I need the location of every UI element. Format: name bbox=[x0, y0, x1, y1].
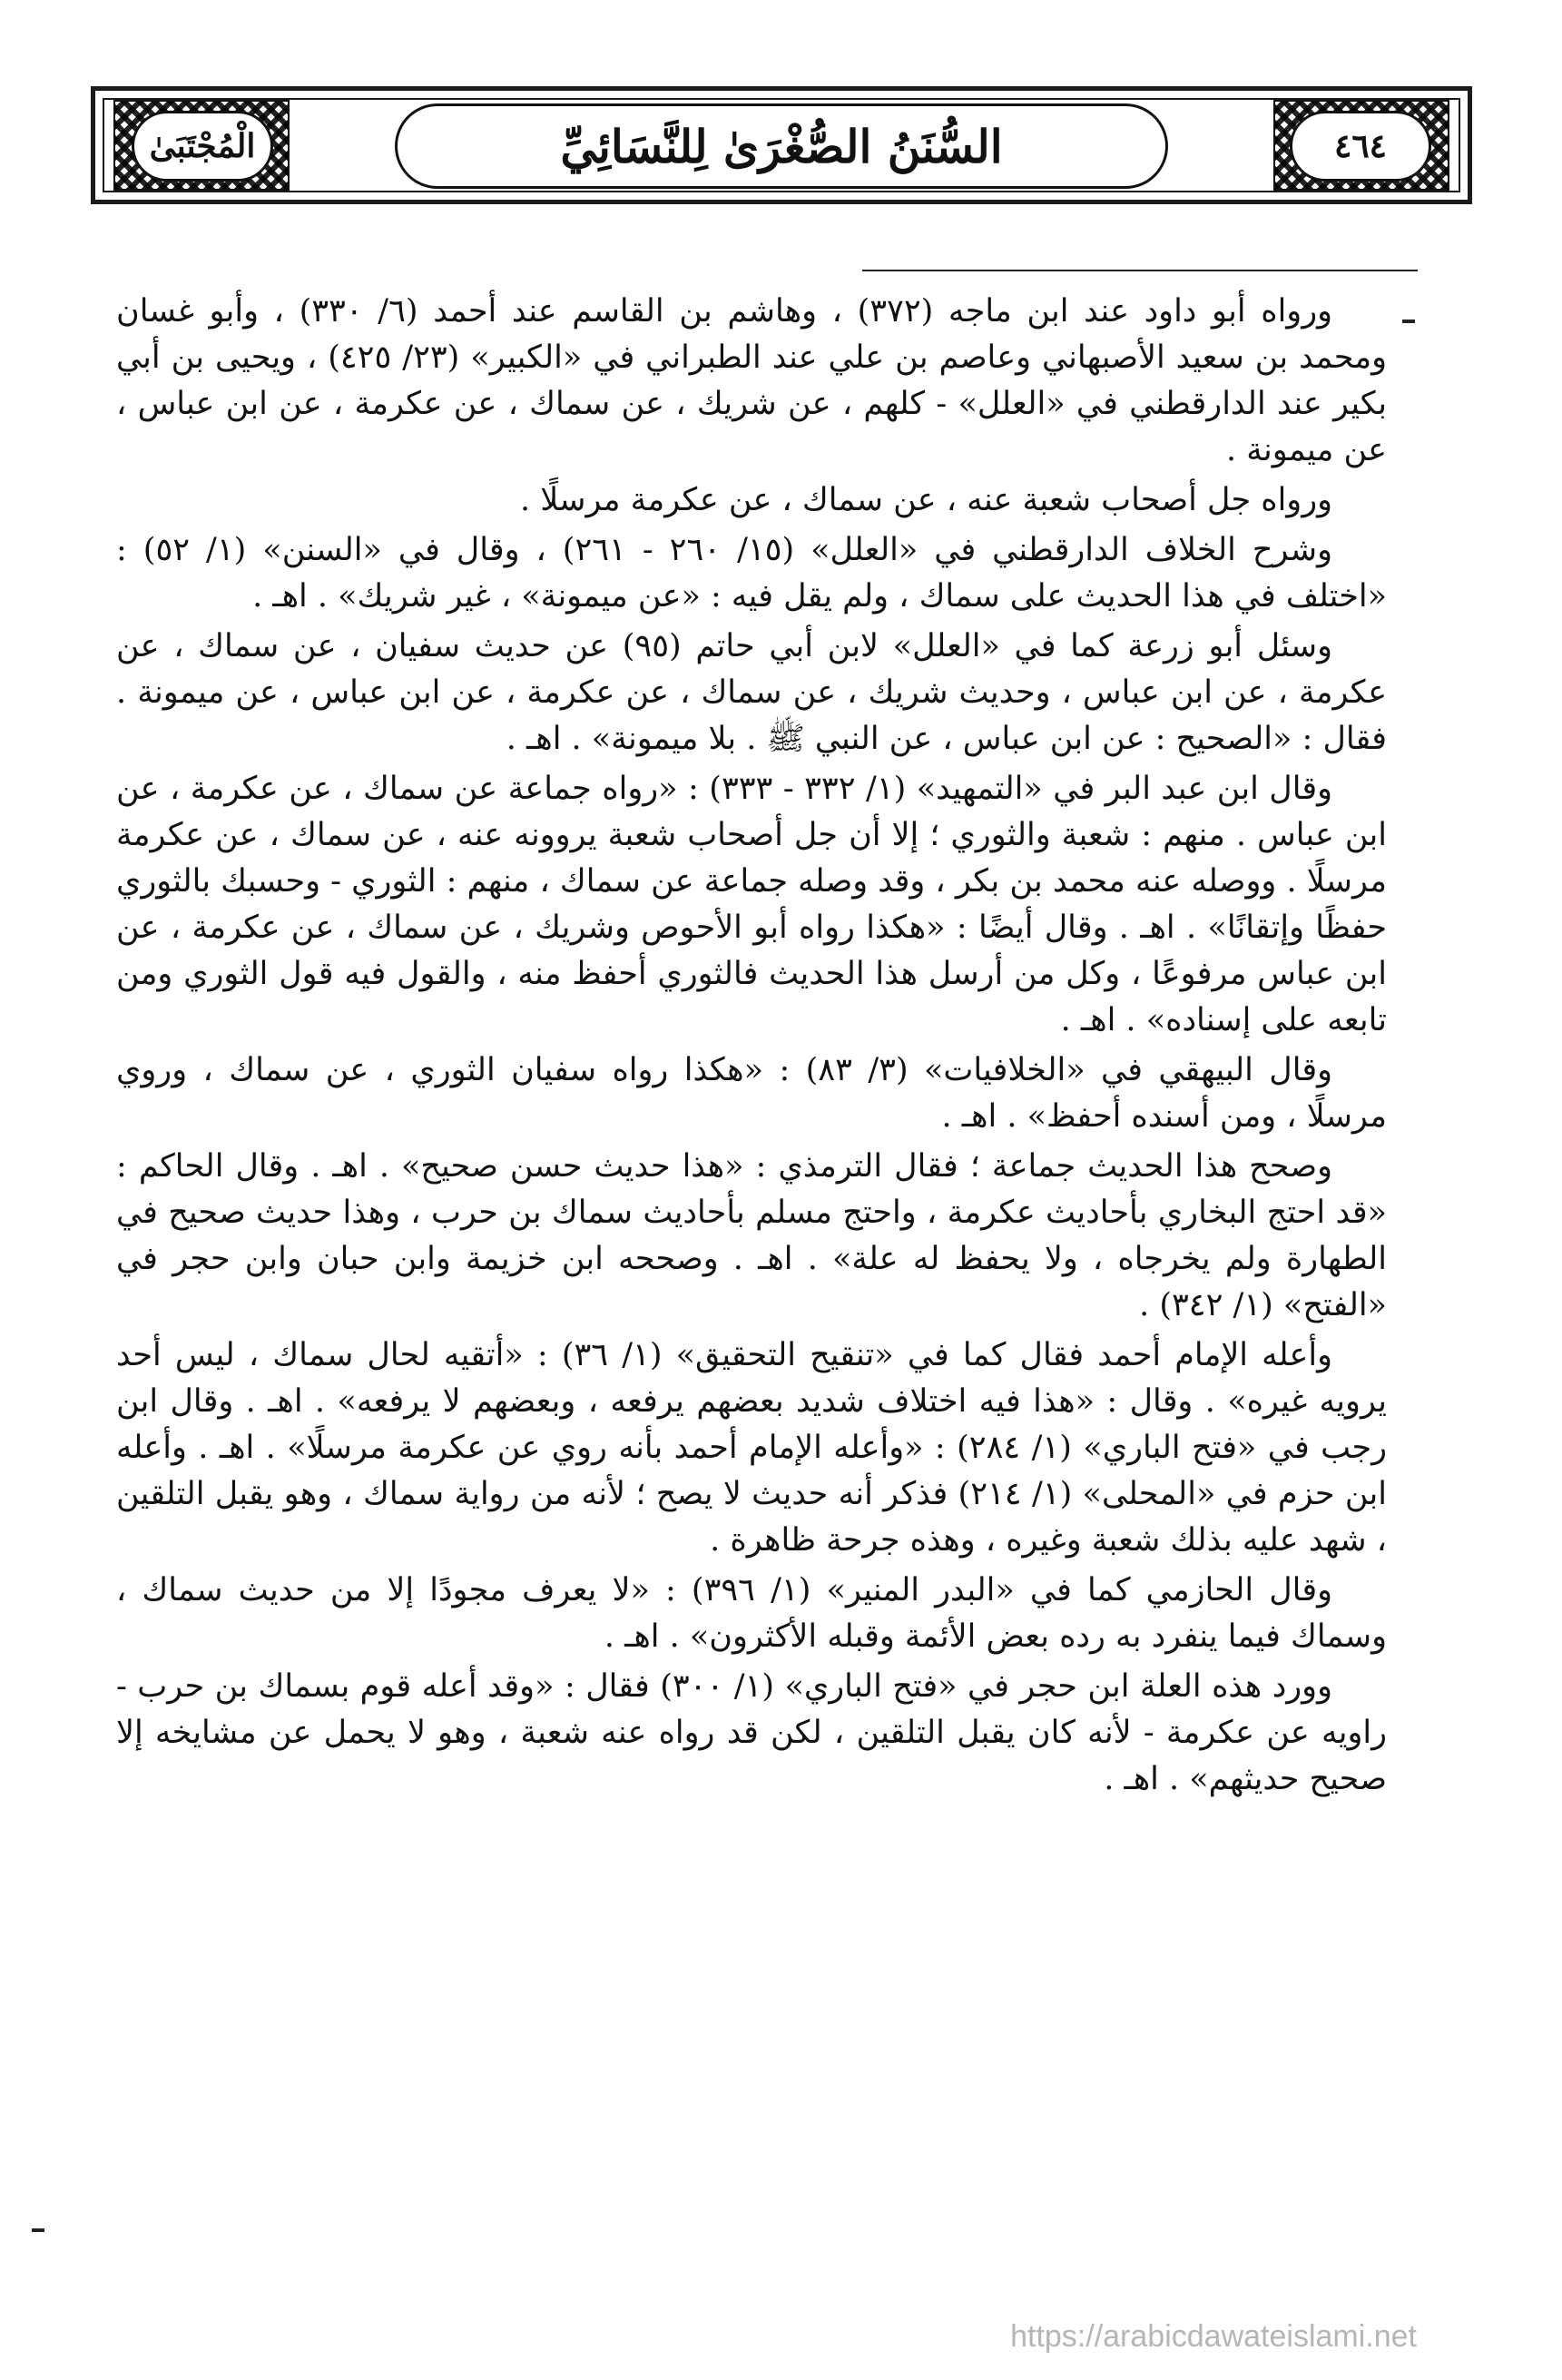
paragraph: وقال ابن عبد البر في «التمهيد» (١/ ٣٣٢ - ٣٣٣) : «رواه جماعة عن سماك ، عن عكرمة ، عن ابن عباس . منهم : شعبة والثوري ؛ إلا أن جل أصحاب شعبة يروونه عنه ، عن سماك ، عن عكرمة مرسلًا . ووصله عنه محمد بن بكر ، وقد وصله جماعة عن سماك ، منهم : الثوري - وحسبك بالثوري حفظًا وإتقانًا» . اهـ . وقال أيضًا : «هكذا رواه أبو الأحوص وشريك ، عن سماك ، عن عكرمة ، عن ابن عباس مرفوعًا ، وكل من أرسل هذا الحديث فالثوري أحفظ منه ، والقول فيه قول الثوري ومن تابعه على إسناده» . اهـ . bbox=[116, 771, 1387, 1038]
paragraph: وورد هذه العلة ابن حجر في «فتح الباري» (١/ ٣٠٠) فقال : «وقد أعله قوم بسماك بن حرب - راويه عن عكرمة - لأنه كان يقبل التلقين ، لكن قد رواه عنه شعبة ، وهو لا يحمل عن مشايخه إلا صحيح حديثهم» . اهـ . bbox=[116, 1668, 1387, 1797]
book-title: السُّنَنُ الصُّغْرَىٰ لِلنَّسَائِيِّ bbox=[395, 103, 1168, 189]
paragraph: وأعله الإمام أحمد فقال كما في «تنقيح التحقيق» (١/ ٣٦) : «أتقيه لحال سماك ، ليس أحد يرويه غيره» . وقال : «هذا فيه اختلاف شديد بعضهم يرفعه ، وبعضهم لا يرفعه» . اهـ . وقال ابن رجب في «فتح الباري» (١/ ٢٨٤) : «وأعله الإمام أحمد بأنه روي عن عكرمة مرسلًا» . اهـ . وأعله ابن حزم في «المحلى» (١/ ٢١٤) فذكر أنه حديث لا يصح ؛ لأنه من رواية سماك ، وهو يقبل التلقين ، شهد عليه بذلك شعبة وغيره ، وهذه جرحة ظاهرة . bbox=[116, 1337, 1387, 1559]
paragraph: وقال الحازمي كما في «البدر المنير» (١/ ٣٩٦) : «لا يعرف مجودًا إلا من حديث سماك ، وسماك فيما ينفرد به رده بعض الأئمة وقبله الأكثرون» . اهـ . bbox=[116, 1572, 1387, 1655]
page-header bbox=[91, 86, 1472, 204]
footnote-separator bbox=[862, 270, 1418, 271]
margin-dash-top bbox=[1402, 320, 1415, 323]
paragraph: وسئل أبو زرعة كما في «العلل» لابن أبي حاتم (٩٥) عن حديث سفيان ، عن سماك ، عن عكرمة ، عن ابن عباس ، وحديث شريك ، عن سماك ، عن عكرمة ، عن ابن عباس ، عن ميمونة . فقال : «الصحيح : عن ابن عباس ، عن النبي ﷺ . بلا ميمونة» . اهـ . bbox=[116, 628, 1387, 757]
emblem-medallion: الْمُجْتَبَىٰ bbox=[132, 111, 273, 182]
paragraph: وصحح هذا الحديث جماعة ؛ فقال الترمذي : «هذا حديث حسن صحيح» . اهـ . وقال الحاكم : «قد احتج البخاري بأحاديث عكرمة ، واحتج مسلم بأحاديث سماك بن حرب ، وهذا حديث صحيح في الطهارة ولم يخرجاه ، ولا يحفظ له علة» . اهـ . وصححه ابن خزيمة وابن حبان وابن حجر في «الفتح» (١/ ٣٤٢) . bbox=[116, 1148, 1387, 1323]
footnote-body bbox=[116, 289, 1387, 1806]
paragraph: وقال البيهقي في «الخلافيات» (٣/ ٨٣) : «هكذا رواه سفيان الثوري ، عن سماك ، وروي مرسلًا ، ومن أسنده أحفظ» . اهـ . bbox=[116, 1052, 1387, 1135]
paragraph: وشرح الخلاف الدارقطني في «العلل» (١٥/ ٢٦٠ - ٢٦١) ، وقال في «السنن» (١/ ٥٢) : «اختلف في هذا الحديث على سماك ، ولم يقل فيه : «عن ميمونة» ، غير شريك» . اهـ . bbox=[116, 532, 1387, 615]
margin-dash-bottom bbox=[32, 2228, 44, 2232]
paragraph: ورواه أبو داود عند ابن ماجه (٣٧٢) ، وهاشم بن القاسم عند أحمد (٦/ ٣٣٠) ، وأبو غسان ومحمد بن سعيد الأصبهاني وعاصم بن علي عند الطبراني في «الكبير» (٢٣/ ٤٢٥) ، ويحيى بن أبي بكير عند الدارقطني في «العلل» - كلهم ، عن شريك ، عن سماك ، عن عكرمة ، عن ابن عباس ، عن ميمونة . bbox=[116, 293, 1387, 468]
watermark-url: https://arabicdawateislami.net bbox=[1010, 2319, 1417, 2354]
paragraph: ورواه جل أصحاب شعبة عنه ، عن سماك ، عن عكرمة مرسلًا . bbox=[520, 482, 1332, 518]
page-number: ٤٦٤ bbox=[1290, 111, 1431, 182]
